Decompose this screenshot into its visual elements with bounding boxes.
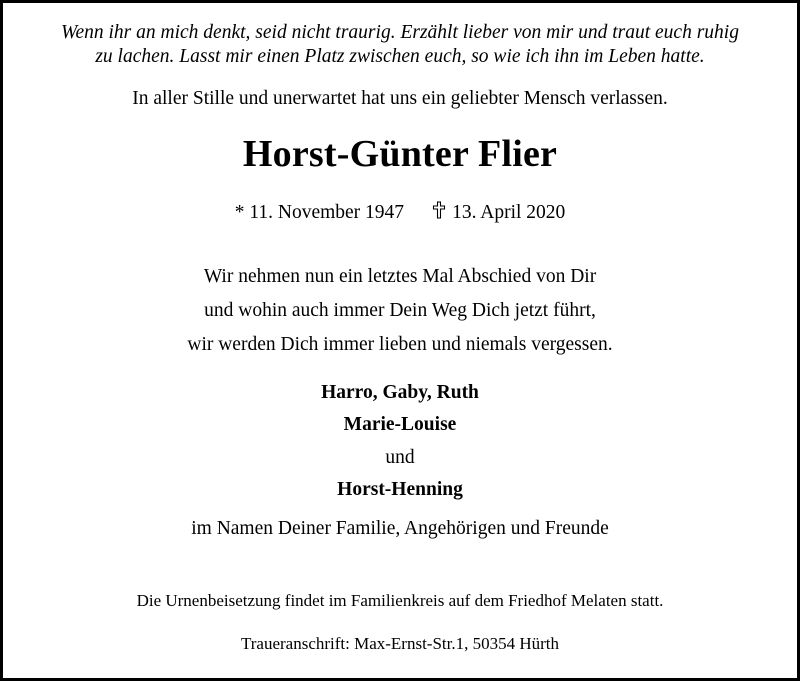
- poem-line-3: wir werden Dich immer lieben und niemals vergessen.: [187, 334, 613, 355]
- on-behalf-text: im Namen Deiner Familie, Angehörigen und Freunde: [191, 518, 609, 539]
- mourners-line-3: Horst-Henning: [337, 479, 463, 500]
- deceased-name: Horst-Günter Flier: [242, 133, 558, 175]
- life-dates: [0, 201, 800, 224]
- burial-note: Die Urnenbeisetzung findet im Familienkreis auf dem Friedhof Melaten statt.: [136, 591, 664, 610]
- quote-line-2: zu lachen. Lasst mir einen Platz zwischen euch, so wie ich ihn im Leben hatte.: [95, 46, 705, 67]
- intro-text: In aller Stille und unerwartet hat uns ein geliebter Mensch verlassen.: [132, 88, 668, 109]
- birth-date: * 11. November 1947: [234, 202, 405, 223]
- quote-line-1: Wenn ihr an mich denkt, seid nicht traurig. Erzählt lieber von mir und traut euch ruhig: [61, 22, 739, 43]
- poem-line-1: Wir nehmen nun ein letztes Mal Abschied von Dir: [203, 266, 597, 287]
- mourning-address: Traueranschrift: Max-Ernst-Str.1, 50354 Hürth: [240, 634, 560, 653]
- death-date: 13. April 2020: [452, 202, 566, 223]
- cross-icon: [432, 201, 446, 219]
- poem-line-2: und wohin auch immer Dein Weg Dich jetzt führt,: [204, 300, 596, 321]
- mourners-line-1: Harro, Gaby, Ruth: [321, 382, 479, 403]
- mourners-line-2: Marie-Louise: [343, 414, 457, 435]
- mourners-conjunction: und: [385, 447, 415, 468]
